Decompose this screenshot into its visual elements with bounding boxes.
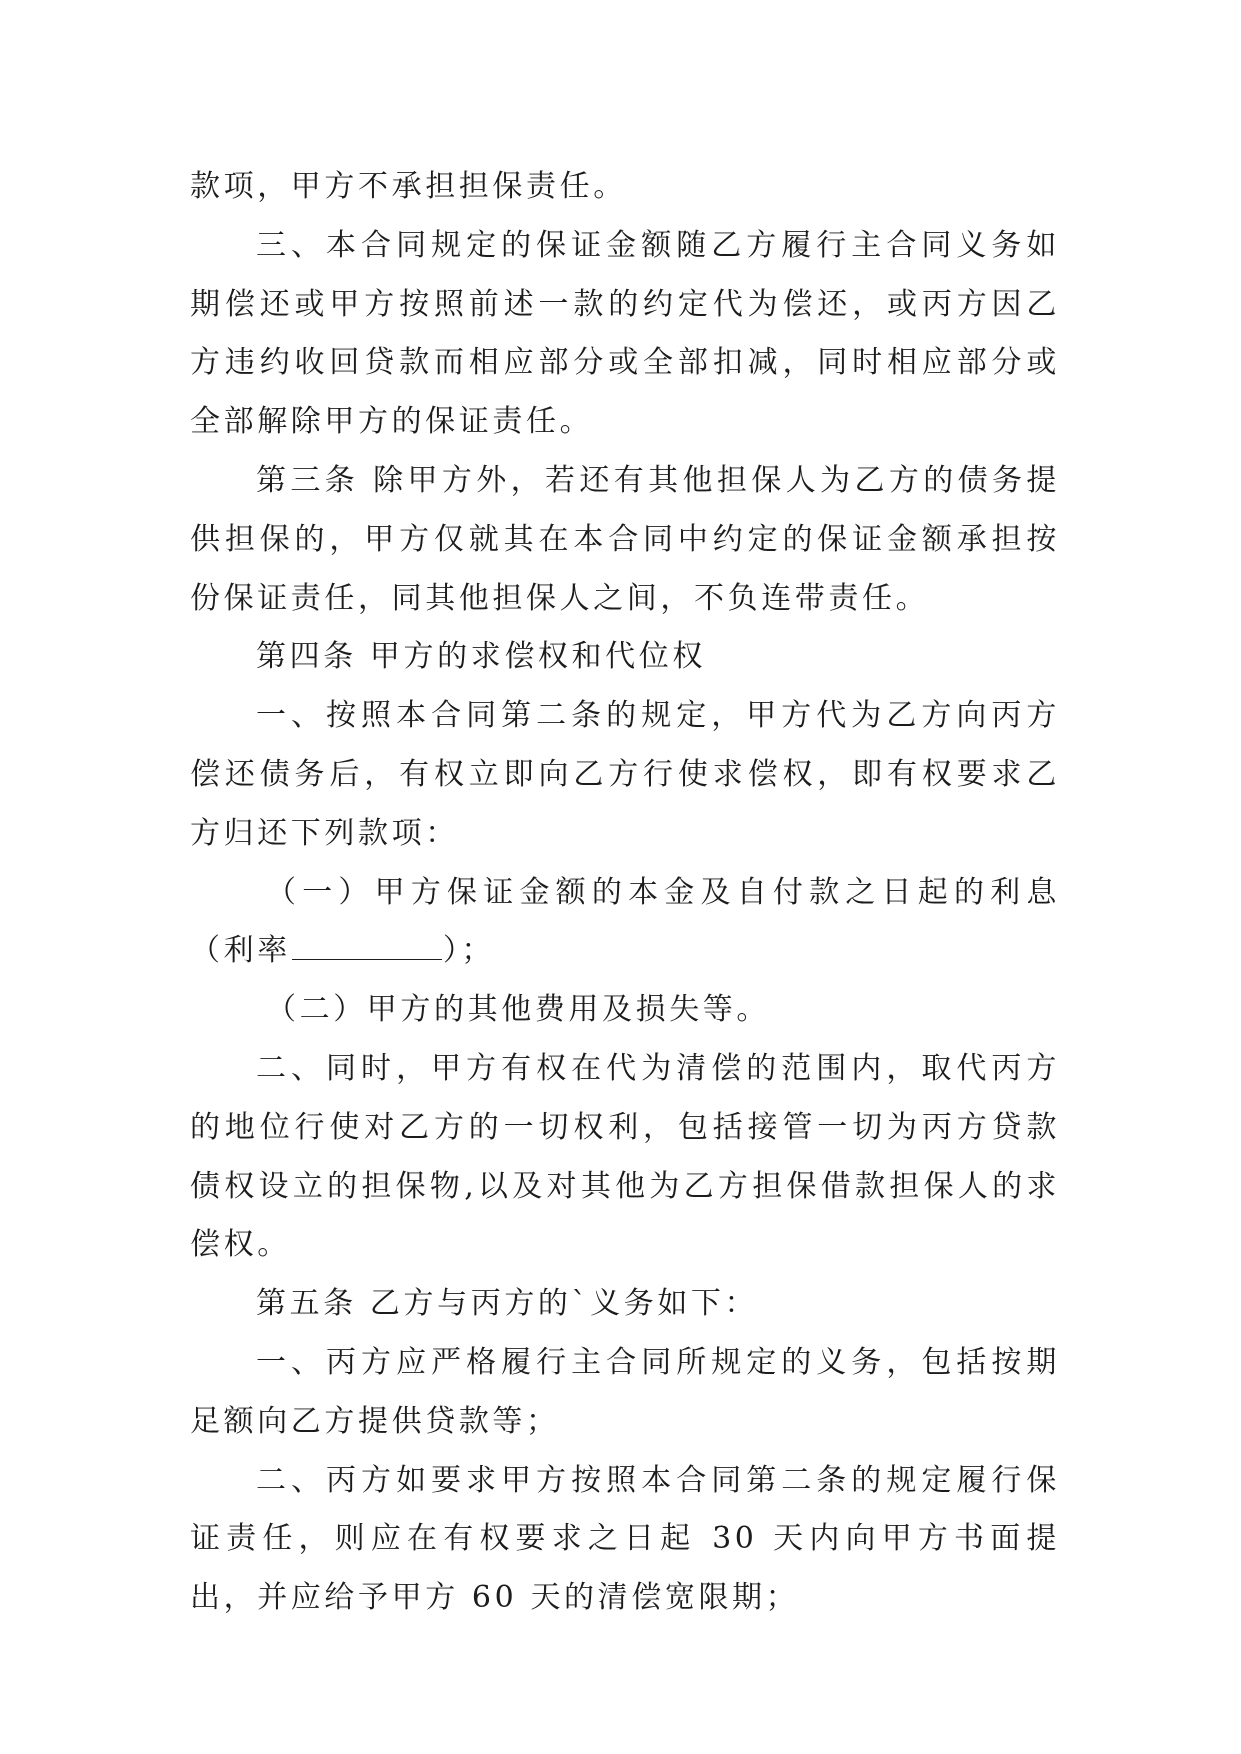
paragraph-article-4-1-item-2: （二）甲方的其他费用及损失等。 bbox=[266, 992, 770, 1028]
paragraph-continuation: 款项，甲方不承担担保责任。 bbox=[190, 169, 627, 204]
paragraph-article-3: 第三条 除甲方外，若还有其他担保人为乙方的债务提供担保的，甲方仅就其在本合同中约定的保证金额承担按份保证责任，同其他担保人之间，不负连带责任。 bbox=[190, 462, 1060, 616]
heading-article-4: 第四条 甲方的求偿权和代位权 bbox=[256, 639, 706, 675]
paragraph-article-5-2: 二、丙方如要求甲方按照本合同第二条的规定履行保证责任，则应在有权要求之日起 30 天内向甲方书面提出，并应给予甲方 60 天的清偿宽限期； bbox=[190, 1462, 1060, 1616]
item-1-text-after: ）； bbox=[442, 933, 496, 969]
item-1-text-before: （一）甲方保证金额的本金及自付款之日起的利息（利率 bbox=[190, 874, 1060, 969]
paragraph-clause-2-3: 三、本合同规定的保证金额随乙方履行主合同义务如期偿还或甲方按照前述一款的约定代为偿还，或丙方因乙方违约收回贷款而相应部分或全部扣减，同时相应部分或全部解除甲方的保证责任。 bbox=[190, 227, 1060, 440]
interest-rate-blank bbox=[292, 933, 442, 960]
paragraph-article-4-1: 一、按照本合同第二条的规定，甲方代为乙方向丙方偿还债务后，有权立即向乙方行使求偿权，即有权要求乙方归还下列款项： bbox=[190, 698, 1060, 851]
paragraph-article-4-2: 二、同时，甲方有权在代为清偿的范围内，取代丙方的地位行使对乙方的一切权利，包括接管一切为丙方贷款债权设立的担保物,以及对其他为乙方担保借款担保人的求偿权。 bbox=[190, 1050, 1060, 1263]
paragraph-article-5-1: 一、丙方应严格履行主合同所规定的义务，包括按期足额向乙方提供贷款等； bbox=[190, 1344, 1060, 1439]
document-body bbox=[190, 158, 1060, 1628]
heading-article-5: 第五条 乙方与丙方的`义务如下： bbox=[256, 1286, 759, 1322]
paragraph-article-4-1-item-1 bbox=[190, 864, 1060, 982]
